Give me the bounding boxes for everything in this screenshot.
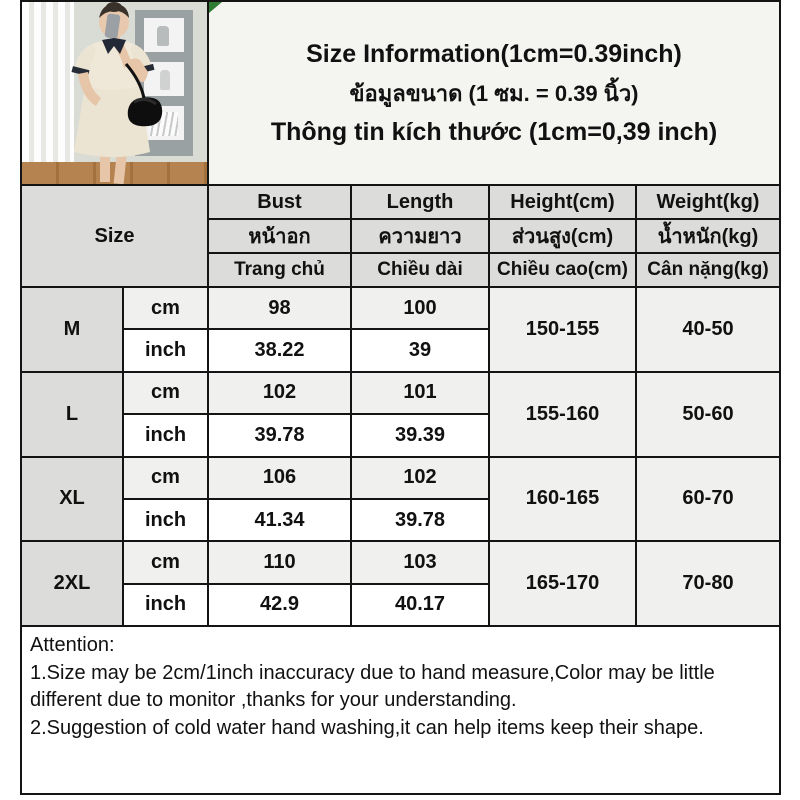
unit-cm: cm <box>124 373 207 413</box>
col-length-vi: Chiều dài <box>352 254 488 286</box>
model-illustration <box>22 2 207 184</box>
col-height-en: Height(cm) <box>490 186 635 218</box>
col-length-th: ความยาว <box>352 220 488 252</box>
size-column-header: Size <box>22 186 207 286</box>
2xl-height: 165-170 <box>490 542 635 625</box>
col-bust-vi: Trang chủ <box>209 254 350 286</box>
col-weight-th: น้ำหนัก(kg) <box>637 220 779 252</box>
col-length-en: Length <box>352 186 488 218</box>
2xl-length-inch: 40.17 <box>352 585 488 625</box>
table-header <box>22 186 779 286</box>
col-height-th: ส่วนสูง(cm) <box>490 220 635 252</box>
xl-bust-cm: 106 <box>209 458 350 498</box>
title-thai: ข้อมูลขนาด (1 ซม. = 0.39 นิ้ว) <box>349 80 639 106</box>
2xl-weight: 70-80 <box>637 542 779 625</box>
2xl-bust-inch: 42.9 <box>209 585 350 625</box>
attention-heading: Attention: <box>30 634 115 656</box>
size-m: M <box>22 288 122 371</box>
attention-line-2: 2.Suggestion of cold water hand washing,it can help items keep their shape. <box>30 716 704 739</box>
unit-cm: cm <box>124 458 207 498</box>
xl-length-cm: 102 <box>352 458 488 498</box>
header-section <box>22 2 779 184</box>
m-bust-inch: 38.22 <box>209 330 350 370</box>
xl-length-inch: 39.78 <box>352 500 488 540</box>
l-height: 155-160 <box>490 373 635 456</box>
attention-notes <box>22 627 779 793</box>
unit-inch: inch <box>124 330 207 370</box>
col-bust-en: Bust <box>209 186 350 218</box>
m-length-inch: 39 <box>352 330 488 370</box>
size-xl: XL <box>22 458 122 541</box>
unit-cm: cm <box>124 288 207 328</box>
l-bust-cm: 102 <box>209 373 350 413</box>
l-weight: 50-60 <box>637 373 779 456</box>
size-2xl: 2XL <box>22 542 122 625</box>
unit-cm: cm <box>124 542 207 582</box>
size-chart-sheet <box>20 0 781 795</box>
title-english: Size Information(1cm=0.39inch) <box>306 39 682 68</box>
2xl-length-cm: 103 <box>352 542 488 582</box>
2xl-bust-cm: 110 <box>209 542 350 582</box>
unit-inch: inch <box>124 500 207 540</box>
attention-line-1: 1.Size may be 2cm/1inch inaccuracy due to hand measure,Color may be little different due to monitor ,thanks for your understanding. <box>30 661 715 712</box>
table-body <box>22 288 779 625</box>
l-bust-inch: 39.78 <box>209 415 350 455</box>
l-length-inch: 39.39 <box>352 415 488 455</box>
title-block <box>209 2 779 184</box>
m-bust-cm: 98 <box>209 288 350 328</box>
l-length-cm: 101 <box>352 373 488 413</box>
xl-bust-inch: 41.34 <box>209 500 350 540</box>
unit-inch: inch <box>124 415 207 455</box>
col-bust-th: หน้าอก <box>209 220 350 252</box>
xl-weight: 60-70 <box>637 458 779 541</box>
col-height-vi: Chiều cao(cm) <box>490 254 635 286</box>
green-corner-icon <box>209 2 222 13</box>
col-weight-en: Weight(kg) <box>637 186 779 218</box>
unit-inch: inch <box>124 585 207 625</box>
col-weight-vi: Cân nặng(kg) <box>637 254 779 286</box>
m-height: 150-155 <box>490 288 635 371</box>
xl-height: 160-165 <box>490 458 635 541</box>
size-l: L <box>22 373 122 456</box>
m-length-cm: 100 <box>352 288 488 328</box>
title-vietnamese: Thông tin kích thước (1cm=0,39 inch) <box>270 117 718 146</box>
product-photo <box>22 2 207 184</box>
m-weight: 40-50 <box>637 288 779 371</box>
